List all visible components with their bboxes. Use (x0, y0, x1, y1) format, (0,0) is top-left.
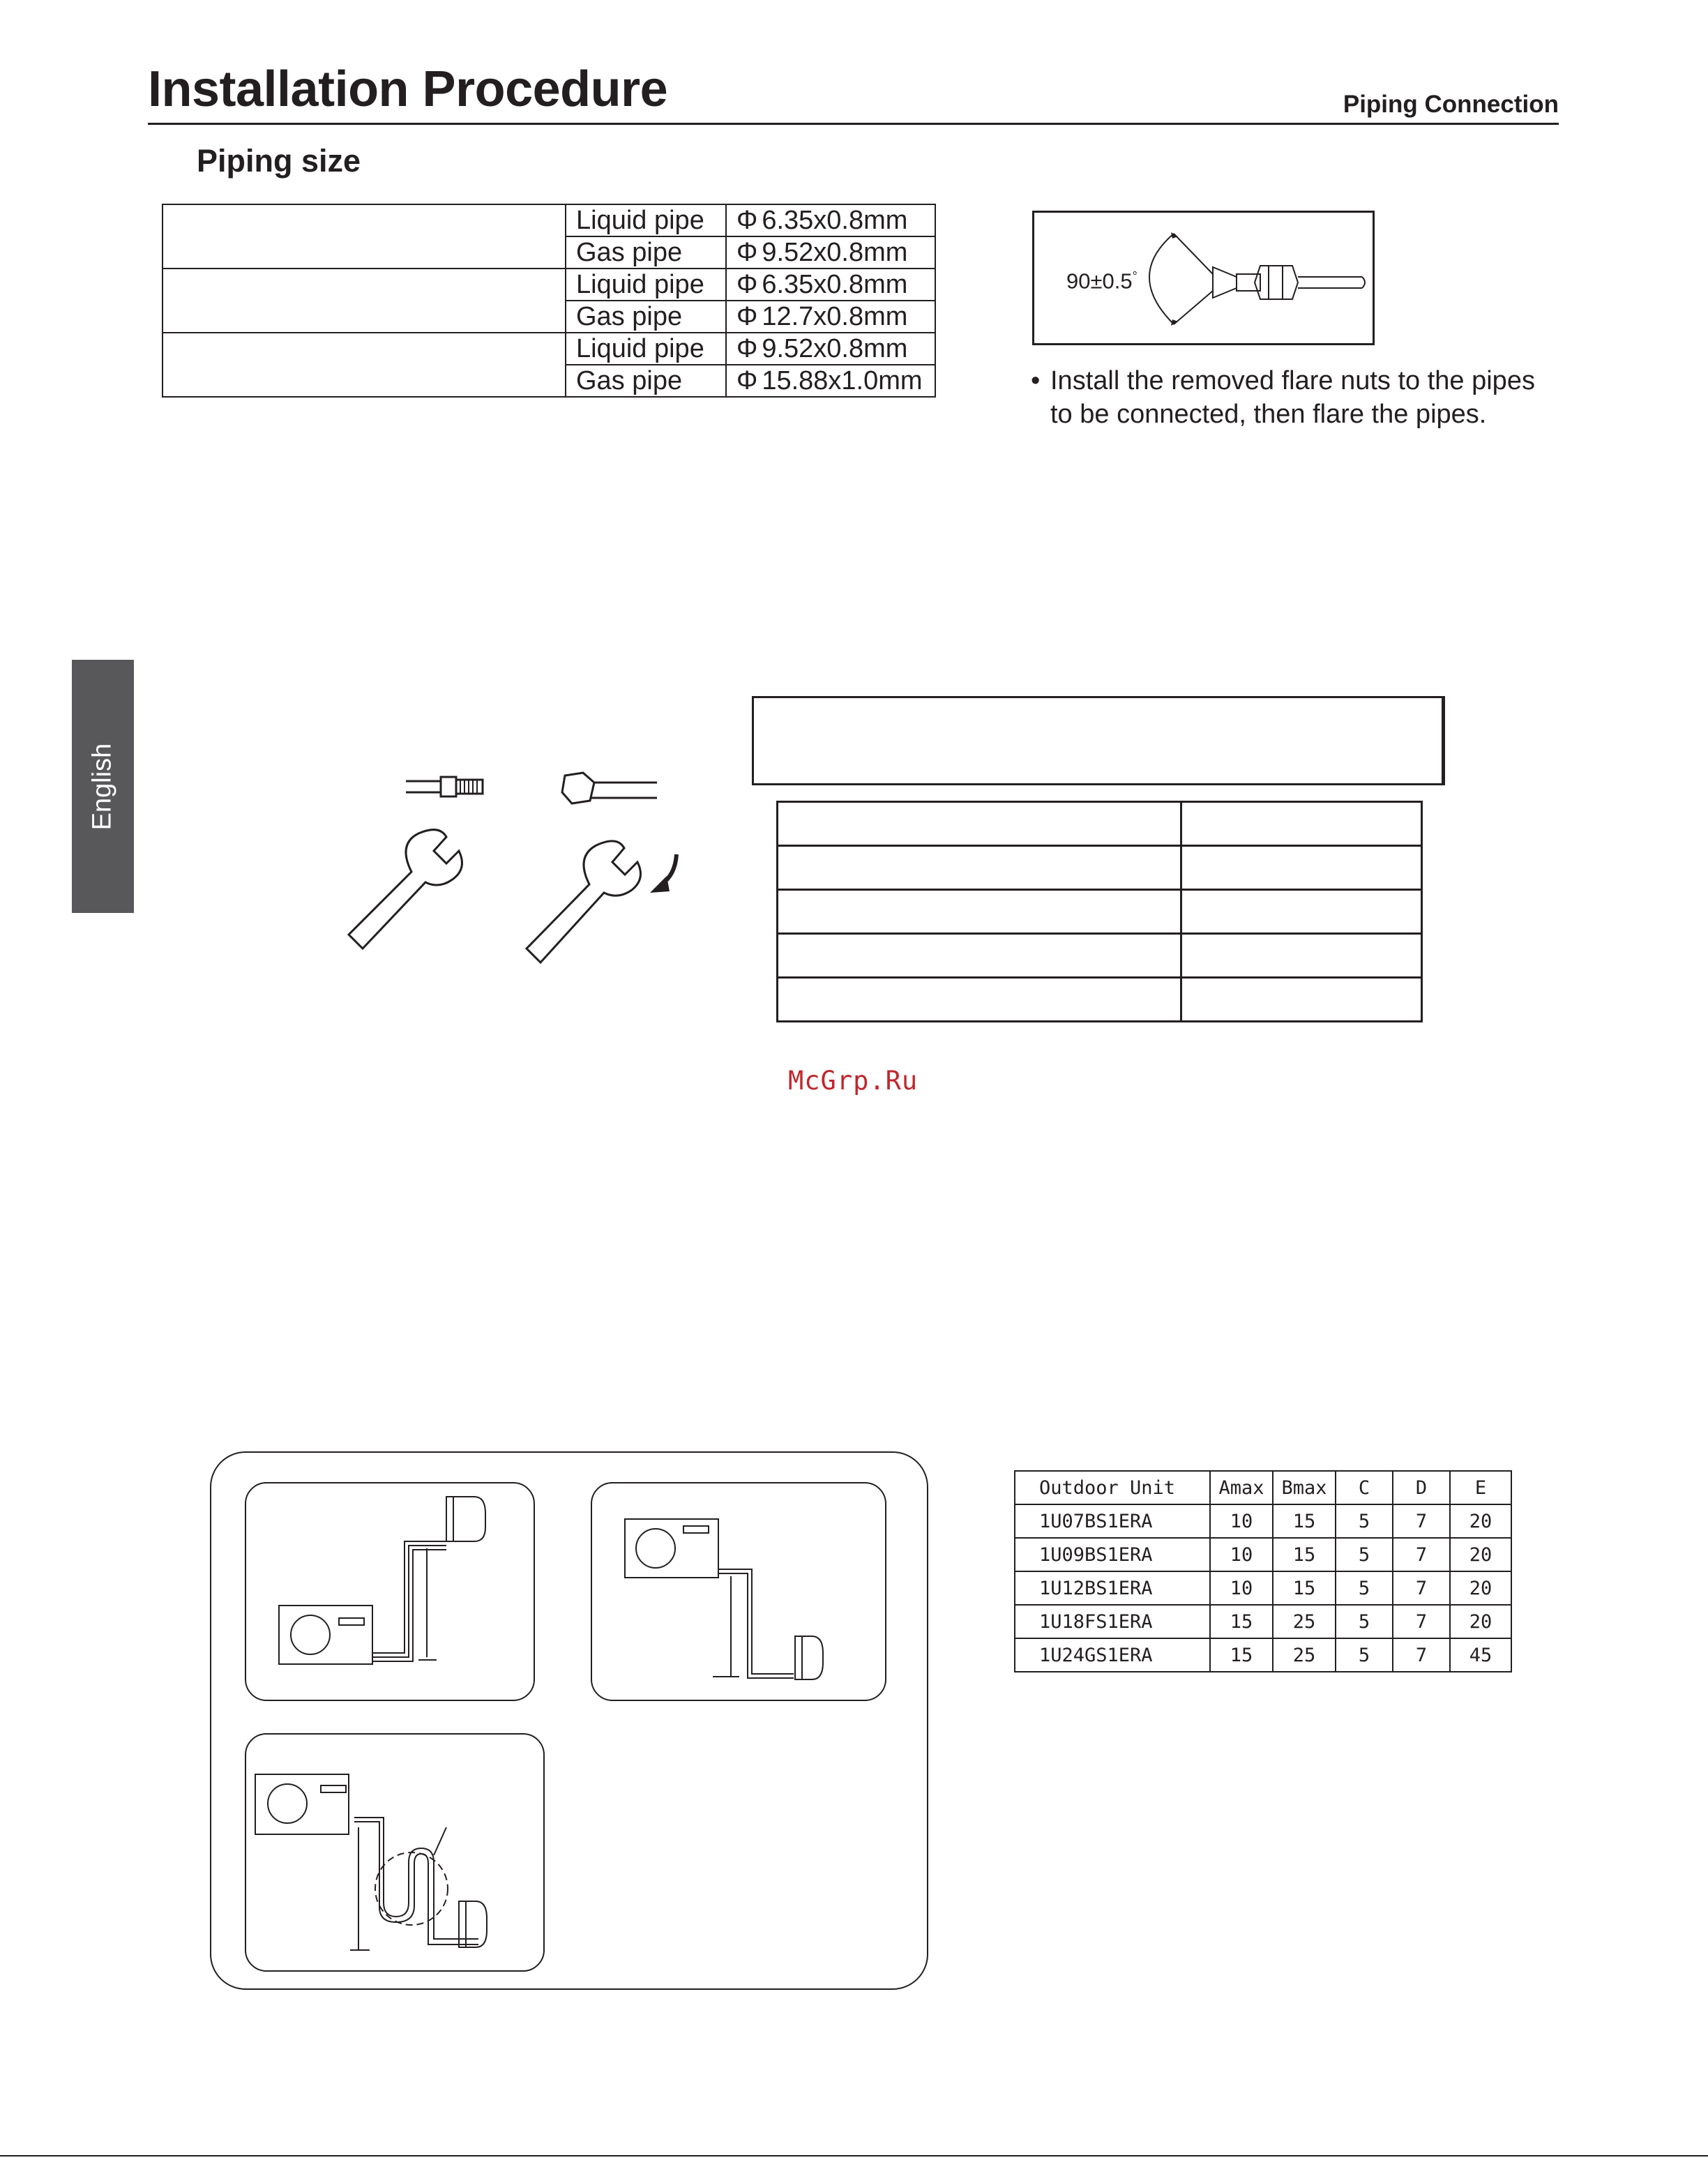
table-cell (778, 978, 1181, 1022)
pipe-type-cell: Liquid pipe (566, 333, 726, 365)
diagram-panel-outdoor-below (245, 1483, 534, 1700)
table-cell: 7 (1393, 1538, 1450, 1571)
language-tab (72, 660, 134, 913)
table-cell: 45 (1450, 1638, 1511, 1672)
table-row (1015, 1538, 1511, 1571)
pipe-type-cell: Liquid pipe (566, 204, 726, 236)
table-cell: 20 (1450, 1605, 1511, 1638)
table-row (163, 204, 935, 236)
piping-size-table (162, 204, 936, 398)
table-row (1015, 1638, 1511, 1672)
table-row (778, 890, 1422, 934)
table-cell (778, 802, 1181, 846)
diagram-panel-oil-trap (245, 1734, 544, 1971)
model-cell (163, 204, 566, 269)
pipe-size-cell: Φ 9.52x0.8mm (726, 333, 935, 365)
wrench-illustration (342, 760, 704, 983)
table-cell: 10 (1210, 1504, 1273, 1538)
table-row (163, 333, 935, 365)
dimension-line (350, 1827, 370, 1950)
table-row (1015, 1605, 1511, 1638)
table-cell: 1U12BS1ERA (1015, 1571, 1210, 1605)
torque-header-box (752, 696, 1445, 785)
diameter-icon: Φ (736, 238, 758, 267)
table-cell: 15 (1273, 1571, 1336, 1605)
leader-line (434, 1827, 446, 1855)
installation-diagram (209, 1451, 935, 1995)
table-cell: 20 (1450, 1571, 1511, 1605)
table-cell: 15 (1273, 1538, 1336, 1571)
diameter-icon: Φ (736, 270, 758, 299)
table-row (778, 846, 1422, 890)
indoor-unit-icon (446, 1497, 485, 1541)
flare-note (1031, 364, 1535, 431)
language-tab-label: English (87, 743, 117, 831)
indoor-unit-icon (459, 1901, 487, 1947)
column-header: E (1450, 1471, 1511, 1504)
table-row (778, 802, 1422, 846)
table-row (1015, 1504, 1511, 1538)
table-cell: 20 (1450, 1538, 1511, 1571)
table-cell (1181, 890, 1422, 934)
table-cell (778, 890, 1181, 934)
table-cell: 7 (1393, 1638, 1450, 1672)
section-label: Piping Connection (1343, 91, 1559, 118)
section-subtitle: Piping size (197, 143, 361, 179)
diagram-panel-outdoor-above (591, 1483, 886, 1700)
pipe-line (354, 1818, 478, 1944)
oil-trap-marker (375, 1852, 448, 1925)
table-cell: 25 (1273, 1605, 1336, 1638)
table-cell: 1U09BS1ERA (1015, 1538, 1210, 1571)
torque-table (776, 801, 1423, 1022)
pipe-line (372, 1541, 446, 1661)
header-rule (148, 123, 1559, 125)
diameter-icon: Φ (736, 206, 758, 235)
rotation-arrow-icon (650, 854, 677, 893)
watermark: McGrp.Ru (788, 1066, 919, 1096)
table-cell: 5 (1336, 1605, 1393, 1638)
column-header: Amax (1210, 1471, 1273, 1504)
outdoor-unit-icon (625, 1519, 718, 1578)
diameter-icon: Φ (736, 302, 758, 331)
table-cell (778, 934, 1181, 978)
pipe-size-cell: Φ 6.35x0.8mm (726, 269, 935, 301)
table-cell: 25 (1273, 1638, 1336, 1672)
indoor-unit-icon (795, 1636, 823, 1679)
pipe-line (718, 1569, 794, 1678)
dimension-line (713, 1576, 739, 1677)
table-cell: 7 (1393, 1605, 1450, 1638)
table-cell: 7 (1393, 1571, 1450, 1605)
table-cell: 5 (1336, 1504, 1393, 1538)
table-cell: 1U07BS1ERA (1015, 1504, 1210, 1538)
table-cell (1181, 934, 1422, 978)
model-cell (163, 269, 566, 333)
table-cell: 5 (1336, 1538, 1393, 1571)
pipe-size-cell: Φ 15.88x1.0mm (726, 365, 935, 397)
threaded-pipe-icon (406, 777, 483, 796)
model-cell (163, 333, 566, 397)
pipe-length-table (1014, 1470, 1512, 1672)
outdoor-unit-icon (279, 1606, 372, 1664)
diameter-icon: Φ (736, 366, 758, 395)
column-header: Outdoor Unit (1015, 1471, 1210, 1504)
column-header: C (1336, 1471, 1393, 1504)
table-row (1015, 1571, 1511, 1605)
table-row (778, 978, 1422, 1022)
table-row (778, 934, 1422, 978)
dimension-line (418, 1548, 437, 1660)
flare-angle-label: 90±0.5° (1066, 269, 1138, 294)
table-cell: 15 (1210, 1605, 1273, 1638)
table-cell: 7 (1393, 1504, 1450, 1538)
flare-nut-icon (562, 773, 657, 803)
pipe-type-cell: Gas pipe (566, 365, 726, 397)
table-cell: 15 (1273, 1504, 1336, 1538)
table-cell: 5 (1336, 1571, 1393, 1605)
table-cell: 1U24GS1ERA (1015, 1638, 1210, 1672)
table-cell: 10 (1210, 1538, 1273, 1571)
table-cell: 1U18FS1ERA (1015, 1605, 1210, 1638)
table-header-row (1015, 1471, 1511, 1504)
pipe-size-cell: Φ 12.7x0.8mm (726, 301, 935, 333)
pipe-size-cell: Φ 6.35x0.8mm (726, 204, 935, 236)
pipe-type-cell: Gas pipe (566, 301, 726, 333)
table-cell: 15 (1210, 1638, 1273, 1672)
table-cell: 10 (1210, 1571, 1273, 1605)
bullet-icon: • (1031, 366, 1041, 395)
table-cell: 20 (1450, 1504, 1511, 1538)
wrench-icon (527, 841, 641, 962)
diameter-icon: Φ (736, 334, 758, 363)
table-cell (778, 846, 1181, 890)
table-cell (1181, 846, 1422, 890)
pipe-size-cell: Φ 9.52x0.8mm (726, 236, 935, 269)
pipe-type-cell: Liquid pipe (566, 269, 726, 301)
bottom-rule (0, 2155, 1708, 2157)
table-row (163, 269, 935, 301)
page-title: Installation Procedure (148, 61, 668, 117)
flare-note-line: Install the removed flare nuts to the pipes (1050, 366, 1535, 395)
wrench-icon (349, 830, 462, 949)
column-header: D (1393, 1471, 1450, 1504)
flare-note-line: to be connected, then flare the pipes. (1050, 400, 1487, 429)
flare-illustration (1032, 211, 1375, 345)
table-cell (1181, 802, 1422, 846)
column-header: Bmax (1273, 1471, 1336, 1504)
table-cell: 5 (1336, 1638, 1393, 1672)
table-cell (1181, 978, 1422, 1022)
pipe-type-cell: Gas pipe (566, 236, 726, 269)
outdoor-unit-icon (255, 1774, 349, 1834)
